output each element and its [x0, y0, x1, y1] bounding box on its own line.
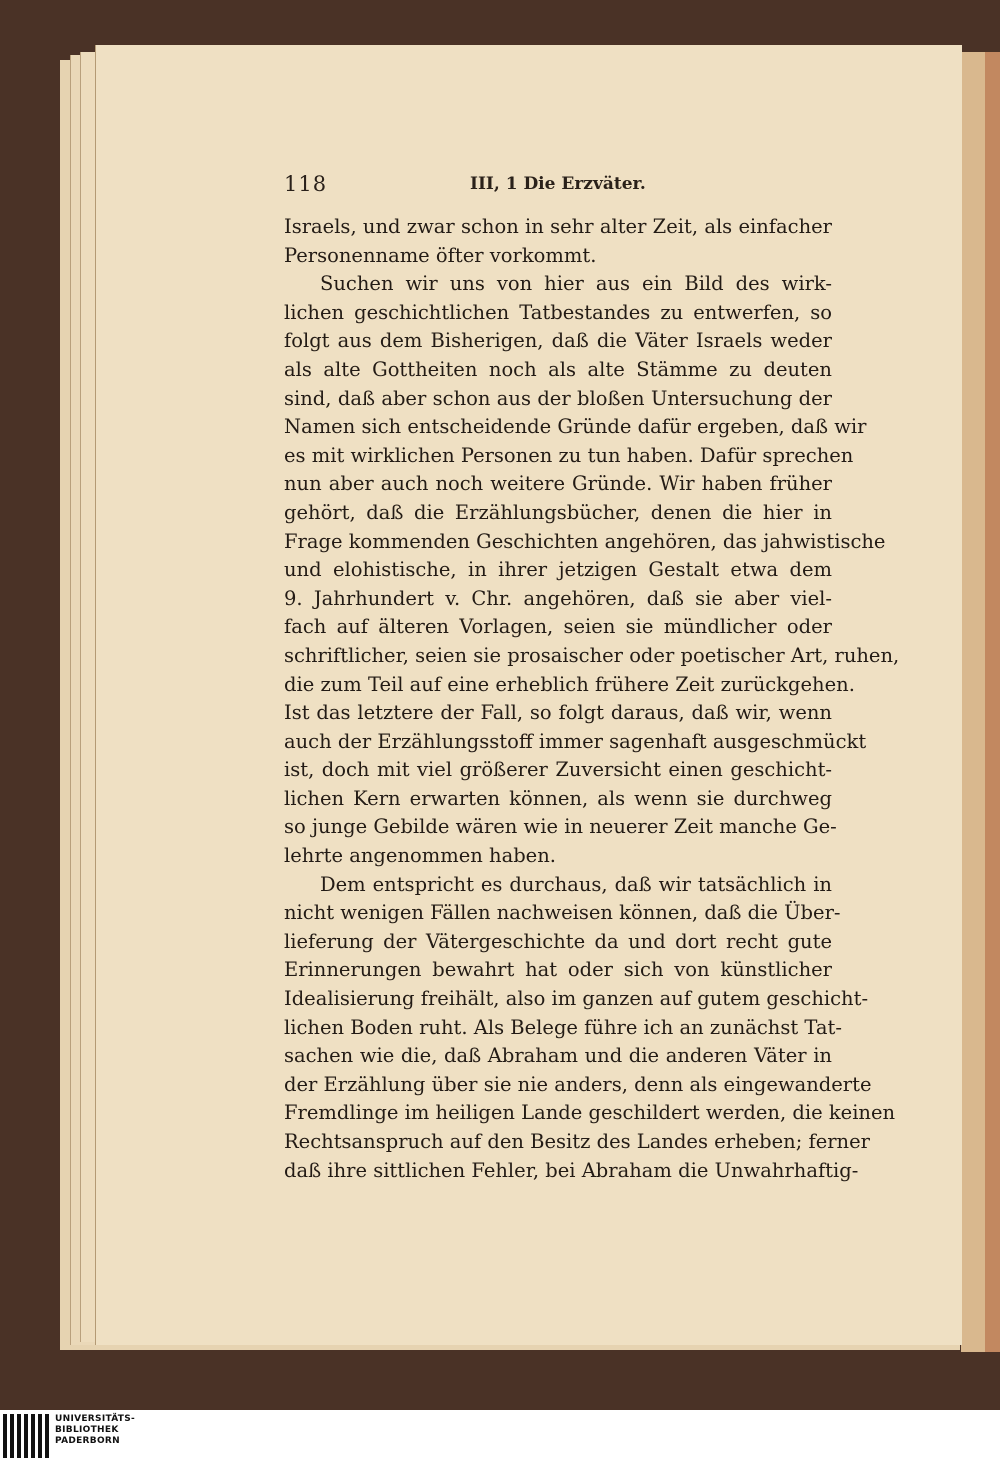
text-line: lichen Kern erwarten können, als wenn sie durchweg	[284, 786, 832, 810]
text-line: der Erzählung über sie nie anders, denn als eingewanderte	[284, 1072, 872, 1096]
text-line: Israels, und zwar schon in sehr alter Zeit, als einfacher	[284, 215, 832, 238]
text-line: Ist das letztere der Fall, so folgt daraus, daß wir, wenn	[284, 701, 832, 725]
text-line: ist, doch mit viel größerer Zuversicht einen geschicht-	[284, 758, 832, 782]
text-line: Dem entspricht es durchaus, daß wir tatsächlich in	[320, 872, 832, 896]
text-line: gehört, daß die Erzählungsbücher, denen die hier in	[284, 500, 832, 524]
text-line: 9. Jahrhundert v. Chr. angehören, daß sie aber viel-	[284, 586, 832, 610]
text-line: schriftlicher, seien sie prosaischer oder poetischer Art, ruhen,	[284, 643, 900, 667]
text-line: lieferung der Vätergeschichte da und dort recht gute	[284, 929, 832, 953]
text-line: Namen sich entscheidende Gründe dafür ergeben, daß wir	[284, 415, 867, 439]
text-line: nicht wenigen Fällen nachweisen können, daß die Über-	[284, 901, 841, 925]
text-line: fach auf älteren Vorlagen, seien sie mündlicher oder	[284, 615, 832, 639]
text-line: Personenname öfter vorkommt.	[284, 243, 597, 267]
book-cover-edge-dark	[985, 52, 1000, 1352]
text-line: lichen geschichtlichen Tatbestandes zu entwerfen, so	[284, 300, 832, 324]
page-number: 118	[284, 172, 328, 196]
library-logo-text	[55, 1414, 135, 1447]
text-line: und elohistische, in ihrer jetzigen Gestalt etwa dem	[284, 558, 832, 582]
text-line: Frage kommenden Geschichten angehören, das jahwistische	[284, 529, 886, 553]
text-line: auch der Erzählungsstoff immer sagenhaft ausgeschmückt	[284, 729, 867, 753]
text-line: lichen Boden ruht. Als Belege führe ich an zunächst Tat-	[284, 1015, 842, 1039]
text-line: sind, daß aber schon aus der bloßen Untersuchung der	[284, 386, 832, 410]
logo-line: BIBLIOTHEK	[55, 1425, 119, 1435]
text-line: Suchen wir uns von hier aus ein Bild des wirk-	[320, 272, 832, 296]
text-line: lehrte angenommen haben.	[284, 844, 556, 868]
text-line: Rechtsanspruch auf den Besitz des Landes erheben; ferner	[284, 1130, 870, 1153]
text-line: nun aber auch noch weitere Gründe. Wir haben früher	[284, 472, 832, 496]
library-logo-icon	[3, 1414, 51, 1458]
text-line: Fremdlinge im heiligen Lande geschildert werden, die keinen	[284, 1101, 896, 1125]
logo-line: PADERBORN	[55, 1436, 120, 1446]
text-line: als alte Gottheiten noch als alte Stämme zu deuten	[284, 357, 832, 381]
text-line: die zum Teil auf eine erheblich frühere Zeit zurückgehen.	[284, 672, 855, 696]
text-line: folgt aus dem Bisherigen, daß die Väter Israels weder	[284, 329, 832, 353]
text-line: Idealisierung freihält, also im ganzen auf gutem geschicht-	[284, 987, 869, 1011]
running-title: III, 1 Die Erzväter.	[470, 174, 646, 194]
library-footer	[0, 1410, 1000, 1461]
logo-line: UNIVERSITÄTS-	[55, 1414, 136, 1424]
body-text	[284, 213, 900, 1185]
text-line: daß ihre sittlichen Fehler, bei Abraham die Unwahrhaftig-	[284, 1158, 859, 1182]
page-header	[284, 172, 832, 202]
text-line: es mit wirklichen Personen zu tun haben. Dafür sprechen	[284, 443, 854, 467]
text-line: sachen wie die, daß Abraham und die anderen Väter in	[284, 1044, 832, 1068]
text-line: so junge Gebilde wären wie in neuerer Zeit manche Ge-	[284, 815, 837, 839]
text-line: Erinnerungen bewahrt hat oder sich von künstlicher	[284, 958, 832, 982]
